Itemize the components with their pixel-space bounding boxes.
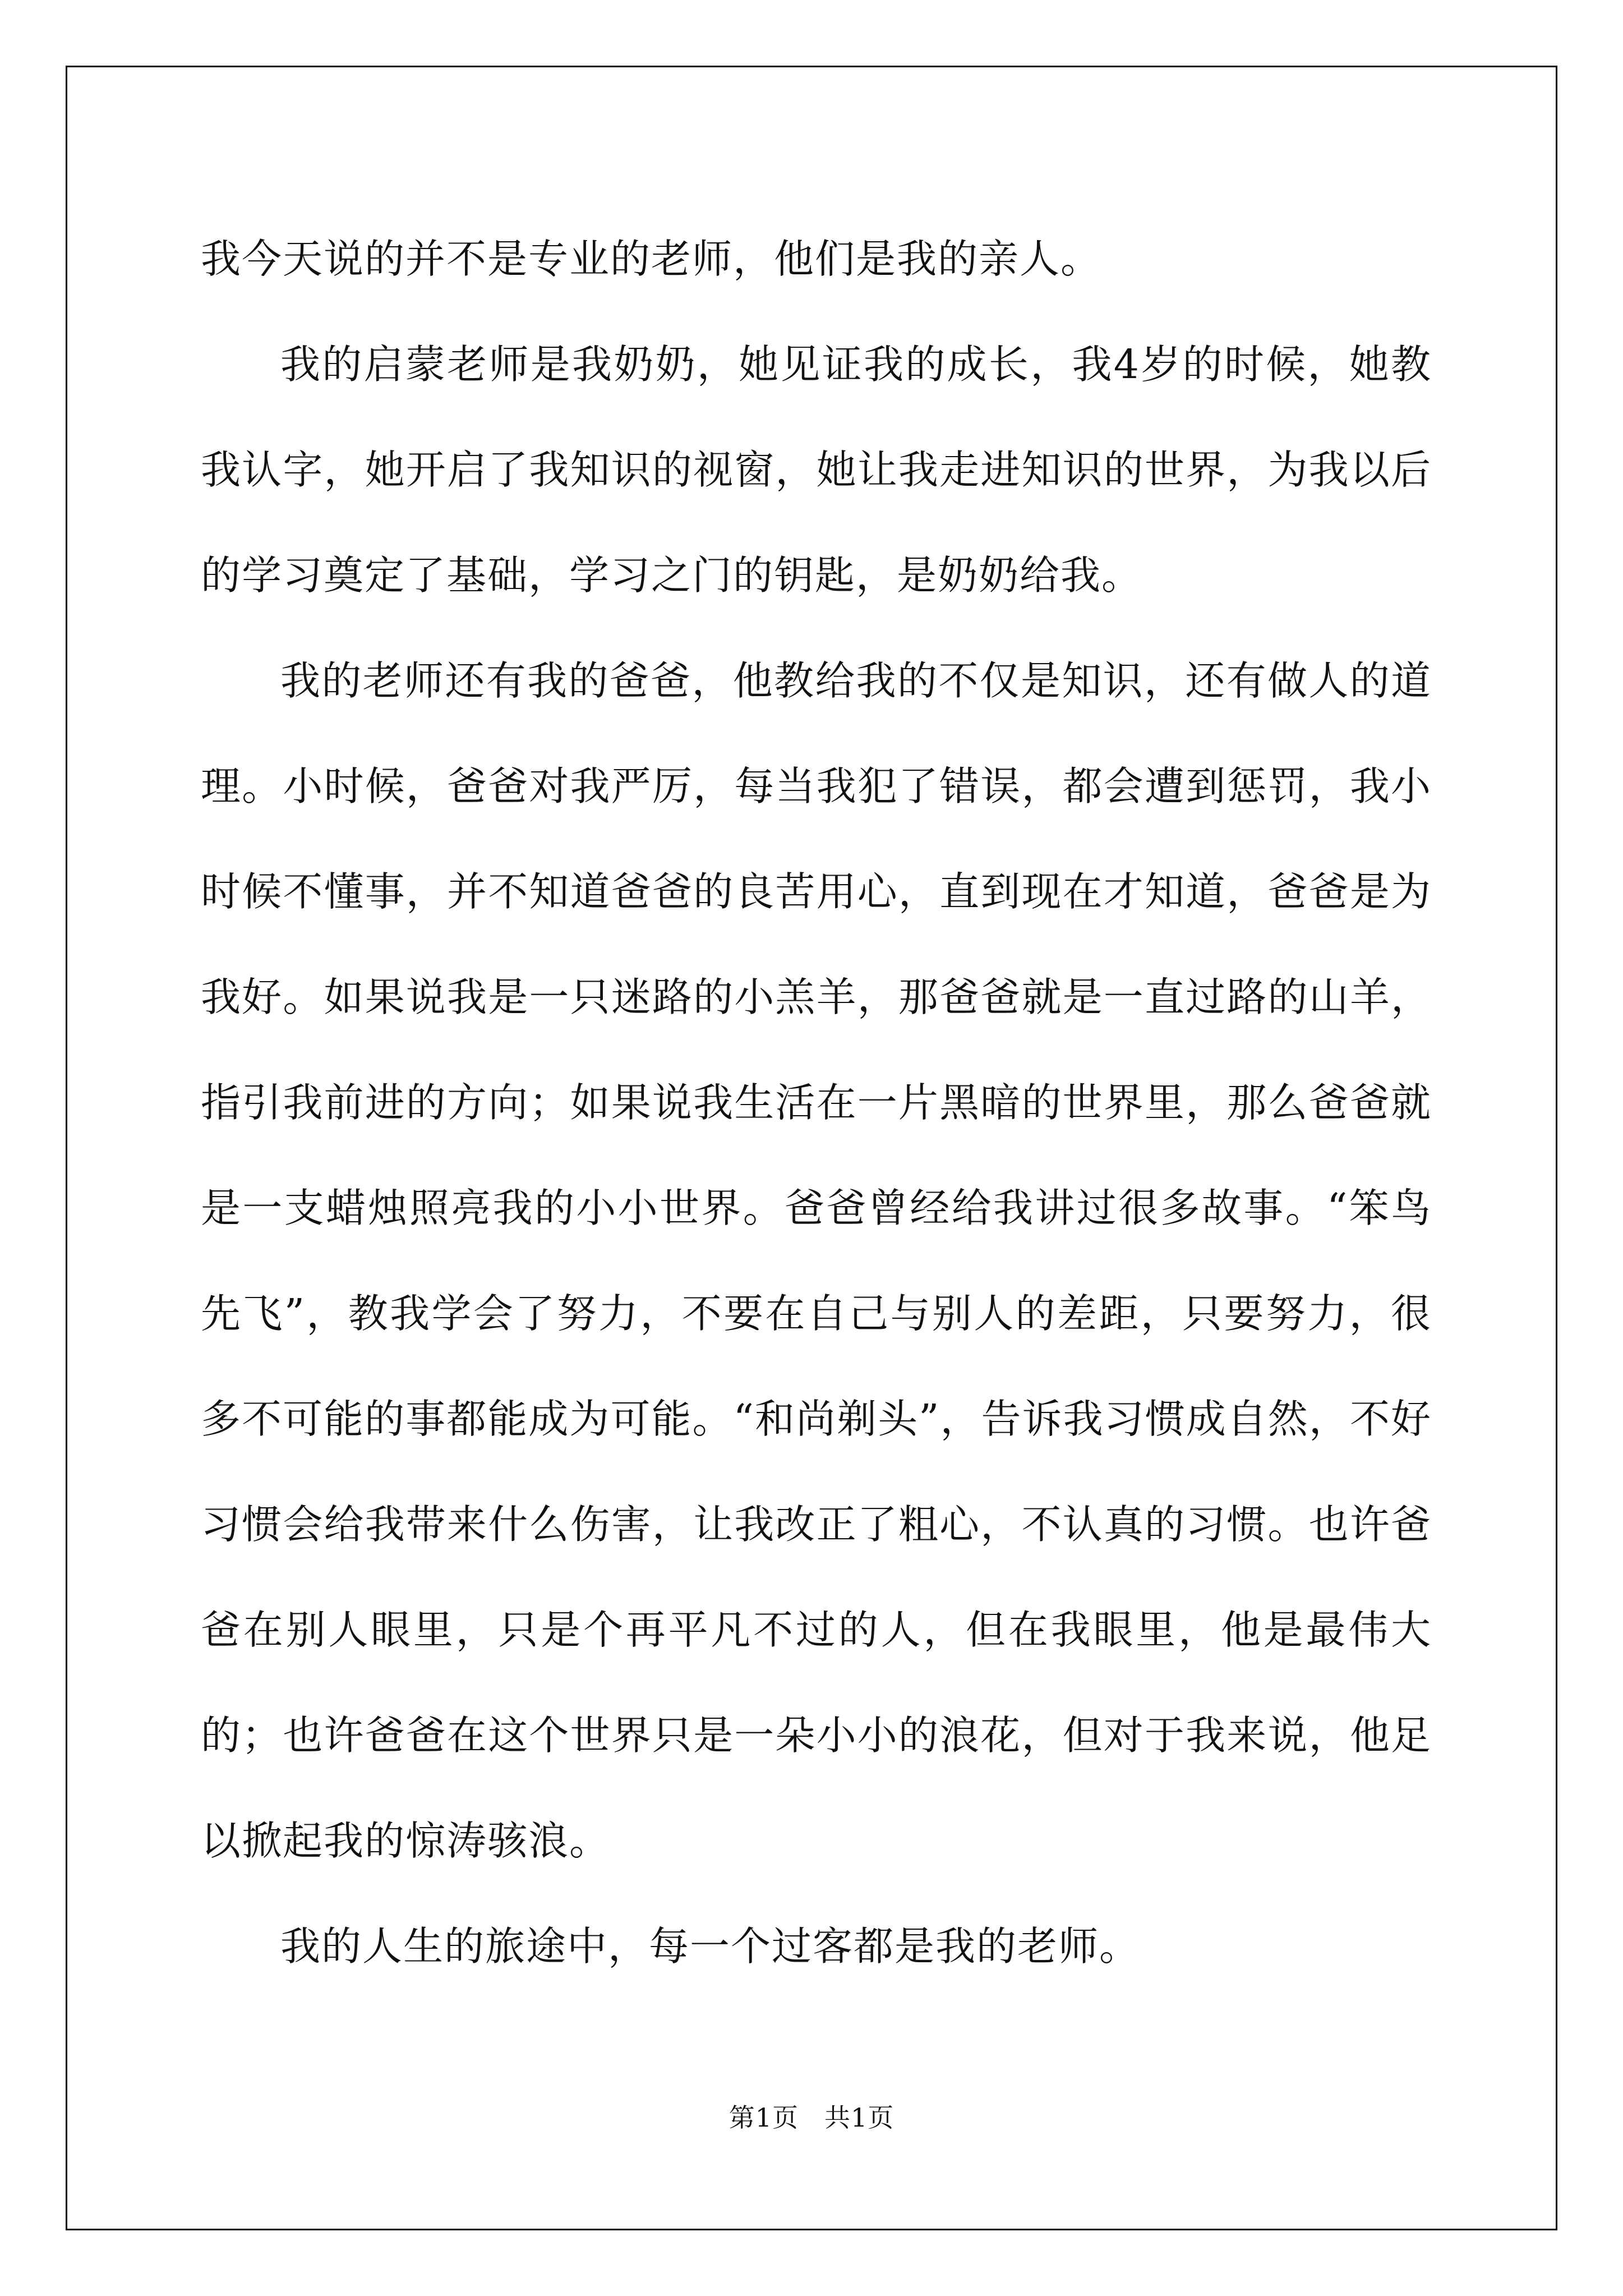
page-number-total: 共1页 — [824, 2102, 895, 2133]
page-footer — [0, 2101, 1623, 2134]
paragraph-4: 我的人生的旅途中，每一个过客都是我的老师。 — [280, 1923, 1141, 1970]
paragraph-1: 我今天说的并不是专业的老师，他们是我的亲人。 — [201, 236, 1102, 282]
paragraph-2: 我的启蒙老师是我奶奶，她见证我的成长，我4岁的时候，她教我认字，她开启了我知识的视窗，她让我走进知识的世界，为我以后的学习奠定了基础，学习之门的钥匙，是奶奶给我。 — [201, 341, 1432, 599]
paragraph-3: 我的老师还有我的爸爸，他教给我的不仅是知识，还有做人的道理。小时候，爸爸对我严厉，每当我犯了错误，都会遭到惩罚，我小时候不懂事，并不知道爸爸的良苦用心，直到现在才知道，爸爸是为我好。如果说我是一只迷路的小羔羊，那爸爸就是一直过路的山羊，指引我前进的方向；如果说我生活在一片黑暗的世界里，那么爸爸就是一支蜡烛照亮我的小小世界。爸爸曾经给我讲过很多故事。“笨鸟先飞”，教我学会了努力，不要在自己与别人的差距，只要努力，很多不可能的事都能成为可能。“和尚剃头”，告诉我习惯成自然，不好习惯会给我带来什么伤害，让我改正了粗心，不认真的习惯。也许爸爸在别人眼里，只是个再平凡不过的人，但在我眼里，他是最伟大的；也许爸爸在这个世界只是一朵小小的浪花，但对于我来说，他足以掀起我的惊涛骇浪。 — [201, 657, 1432, 1864]
page-number-current: 第1页 — [728, 2102, 799, 2133]
document-body — [201, 206, 1432, 1999]
